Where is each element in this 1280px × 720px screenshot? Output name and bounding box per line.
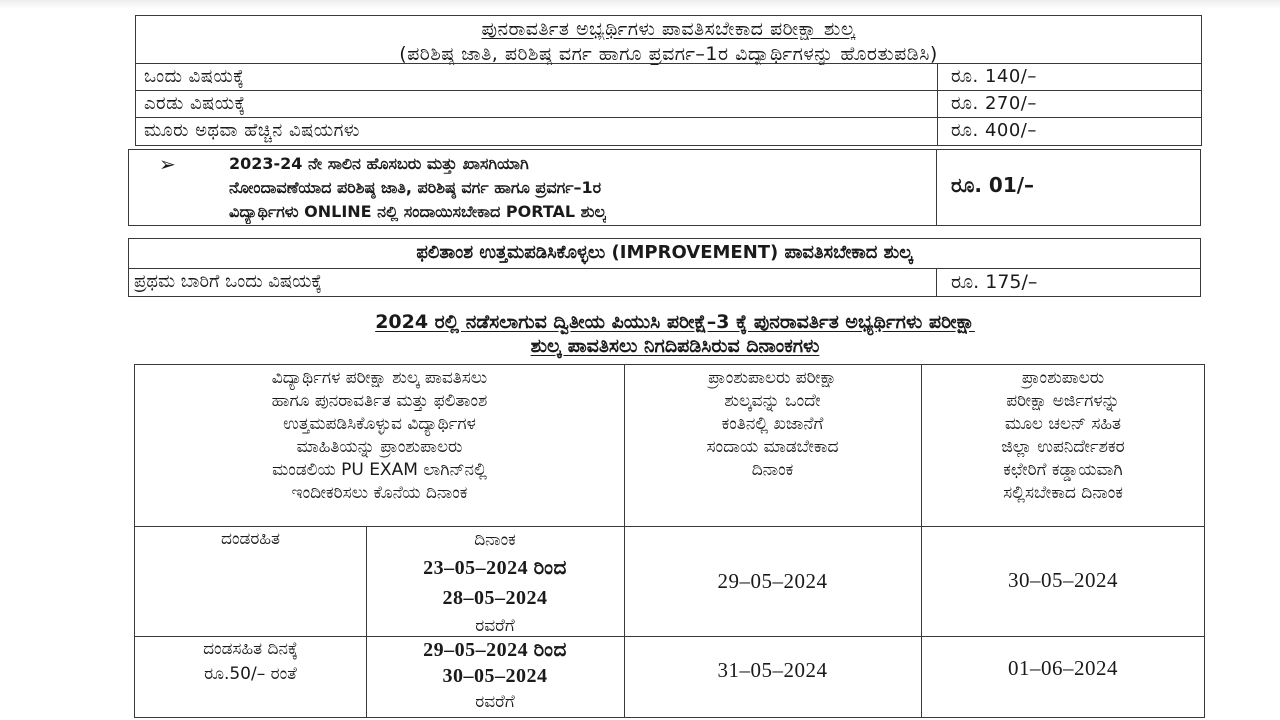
fee-row-value: [951, 118, 1037, 144]
header-cell-submission-date: [921, 367, 1205, 505]
header-line: ಇಂದೀಕರಿಸಲು ಕೊನೆಯ ದಿನಾಂಕ: [291, 483, 468, 503]
period-line: ರವರೆಗೆ: [475, 616, 515, 636]
header-line: ಪ್ರಾಂಶುಪಾಲರು ಪರೀಕ್ಷಾ: [708, 368, 837, 388]
header-line: ಹಾಗೂ ಪುನರಾವರ್ತಿತ ಮತ್ತು ಫಲಿತಾಂಶ: [271, 391, 488, 411]
portal-fee-text-line: ವಿದ್ಯಾರ್ಥಿಗಳು ONLINE ನಲ್ಲಿ ಸಂದಾಯಿಸಬೇಕಾದ PORTAL ಶುಲ್ಕ: [229, 202, 607, 221]
treasury-date: 29–05–2024: [717, 569, 828, 593]
fee-amount: ರೂ. 140/–: [951, 66, 1037, 87]
schedule-heading-line-2: ಶುಲ್ಕ ಪಾವತಿಸಲು ನಿಗದಿಪಡಿಸಿರುವ ದಿನಾಂಕಗಳು: [530, 335, 820, 357]
fee-row-label: ಎರಡು ವಿಷಯಕ್ಕೆ: [144, 93, 246, 114]
column-divider: [936, 150, 937, 225]
category-line: ದಂಡರಹಿತ: [220, 529, 281, 549]
header-line: [135, 459, 624, 482]
divider: [136, 63, 1201, 64]
fee-amount: ರೂ. 400/–: [951, 120, 1037, 141]
header-line: ಸಲ್ಲಿಸಬೇಕಾದ ದಿನಾಂಕ: [1003, 483, 1123, 503]
period-end-date: 30–05–2024: [442, 665, 548, 687]
row-period-without-penalty: [366, 527, 624, 639]
submission-date: 30–05–2024: [1008, 568, 1118, 592]
header-line: ಶುಲ್ಕವನ್ನು ಒಂದೇ: [724, 391, 821, 411]
column-divider: [936, 268, 937, 297]
arrow-bullet-icon: ➢: [159, 152, 176, 176]
header-line: ಪ್ರಾಂಶುಪಾಲರು: [1021, 368, 1105, 388]
divider: [136, 90, 1201, 91]
fee-row-label: ಮೂರು ಅಥವಾ ಹೆಚ್ಚಿನ ವಿಷಯಗಳು: [144, 120, 360, 141]
header-line: ಮಾಹಿತಿಯನ್ನು ಪ್ರಾಂಶುಪಾಲರು: [296, 437, 463, 457]
header-cell-update-deadline: [135, 367, 624, 505]
header-line-text: ಮಂಡಲಿಯ PU EXAM ಲಾಗಿನ್‌ನಲ್ಲಿ: [272, 460, 487, 480]
header-line: ಪರೀಕ್ಷಾ ಅರ್ಜಿಗಳನ್ನು: [1006, 391, 1120, 411]
improvement-fee-amount: ರೂ. 175/–: [951, 271, 1038, 293]
category-line: ದಂಡಸಹಿತ ದಿನಕ್ಕೆ: [203, 639, 298, 659]
header-line: ಸಂದಾಯ ಮಾಡಬೇಕಾದ: [706, 437, 839, 457]
improvement-fee-label: ಪ್ರಥಮ ಬಾರಿಗೆ ಒಂದು ವಿಷಯಕ್ಕೆ: [134, 271, 322, 292]
header-line: ಕಛೇರಿಗೆ ಕಡ್ಡಾಯವಾಗಿ: [1003, 460, 1123, 480]
header-line: ದಿನಾಂಕ: [751, 460, 794, 480]
improvement-fee-title: ಫಲಿತಾಂಶ ಉತ್ತಮಪಡಿಸಿಕೊಳ್ಳಲು (IMPROVEMENT) ಪಾವತಿಸಬೇಕಾದ ಶುಲ್ಕ: [416, 242, 913, 263]
improvement-fee-table: [128, 238, 1201, 297]
portal-fee-amount: ರೂ. 01/–: [951, 173, 1035, 197]
row-period-with-penalty: [366, 637, 624, 715]
submission-date: 01–06–2024: [1008, 656, 1118, 680]
repeater-fee-title: ಪುನರಾವರ್ತಿತ ಅಭ್ಯರ್ಥಿಗಳು ಪಾವತಿಸಬೇಕಾದ ಪರೀಕ್ಷಾ ಶುಲ್ಕ: [481, 18, 856, 40]
portal-fee-text-line: ನೋಂದಾವಣೆಯಾದ ಪರಿಶಿಷ್ಠ ಜಾತಿ, ಪರಿಶಿಷ್ಠ ವರ್ಗ ಹಾಗೂ ಪ್ರವರ್ಗ–1ರ: [229, 178, 602, 197]
period-end-date: 28–05–2024: [442, 587, 548, 609]
period-start-date: 29–05–2024 ರಿಂದ: [423, 639, 567, 661]
repeater-fee-table: [135, 15, 1202, 146]
portal-fee-table: [128, 149, 1201, 226]
header-line: ಕಂತಿನಲ್ಲಿ ಖಜಾನೆಗೆ: [721, 414, 824, 434]
fee-row-value: [951, 91, 1037, 117]
fee-row-value: [951, 64, 1037, 90]
header-line: ವಿದ್ಯಾರ್ಥಿಗಳ ಪರೀಕ್ಷಾ ಶುಲ್ಕ ಪಾವತಿಸಲು: [271, 368, 488, 388]
schedule-table: [134, 364, 1205, 718]
scan-edge-shading: [0, 0, 1280, 9]
treasury-date: 31–05–2024: [717, 658, 828, 682]
header-line: ಜಿಲ್ಲಾ ಉಪನಿರ್ದೇಶಕರ: [1001, 437, 1125, 457]
header-line: ಮೂಲ ಚಲನ್ ಸಹಿತ: [1004, 414, 1122, 434]
header-cell-treasury-date: [624, 367, 921, 482]
schedule-heading-line-1: 2024 ರಲ್ಲಿ ನಡೆಸಲಾಗುವ ದ್ವಿತೀಯ ಪಿಯುಸಿ ಪರೀಕ್ಷೆ–3 ಕ್ಕೆ ಪುನರಾವರ್ತಿತ ಅಭ್ಯರ್ಥಿಗಳು ಪರೀಕ್ಷಾ: [375, 311, 975, 333]
row-category-without-penalty: [135, 527, 366, 551]
portal-fee-text-line: 2023-24 ನೇ ಸಾಲಿನ ಹೊಸಬರು ಮತ್ತು ಖಾಸಗಿಯಾಗಿ: [229, 154, 529, 173]
column-divider: [937, 63, 938, 146]
category-line: ರೂ.50/– ರಂತೆ: [204, 664, 297, 684]
header-line: ಉತ್ತಮಪಡಿಸಿಕೊಳ್ಳುವ ವಿದ್ಯಾರ್ಥಿಗಳ: [283, 414, 476, 434]
fee-amount: ರೂ. 270/–: [951, 93, 1037, 114]
fee-row-label: ಒಂದು ವಿಷಯಕ್ಕೆ: [144, 66, 245, 87]
repeater-fee-subtitle: (ಪರಿಶಿಷ್ಠ ಜಾತಿ, ಪರಿಶಿಷ್ಠ ವರ್ಗ ಹಾಗೂ ಪ್ರವರ್ಗ–1ರ ವಿದ್ಯಾರ್ಥಿಗಳನ್ನು ಹೊರತುಪಡಿಸಿ): [399, 43, 938, 65]
period-start-date: 23–05–2024 ರಿಂದ: [423, 557, 567, 579]
period-line: ರವರೆಗೆ: [475, 692, 515, 712]
row-category-with-penalty: [135, 637, 366, 687]
period-line: ದಿನಾಂಕ: [474, 530, 516, 550]
